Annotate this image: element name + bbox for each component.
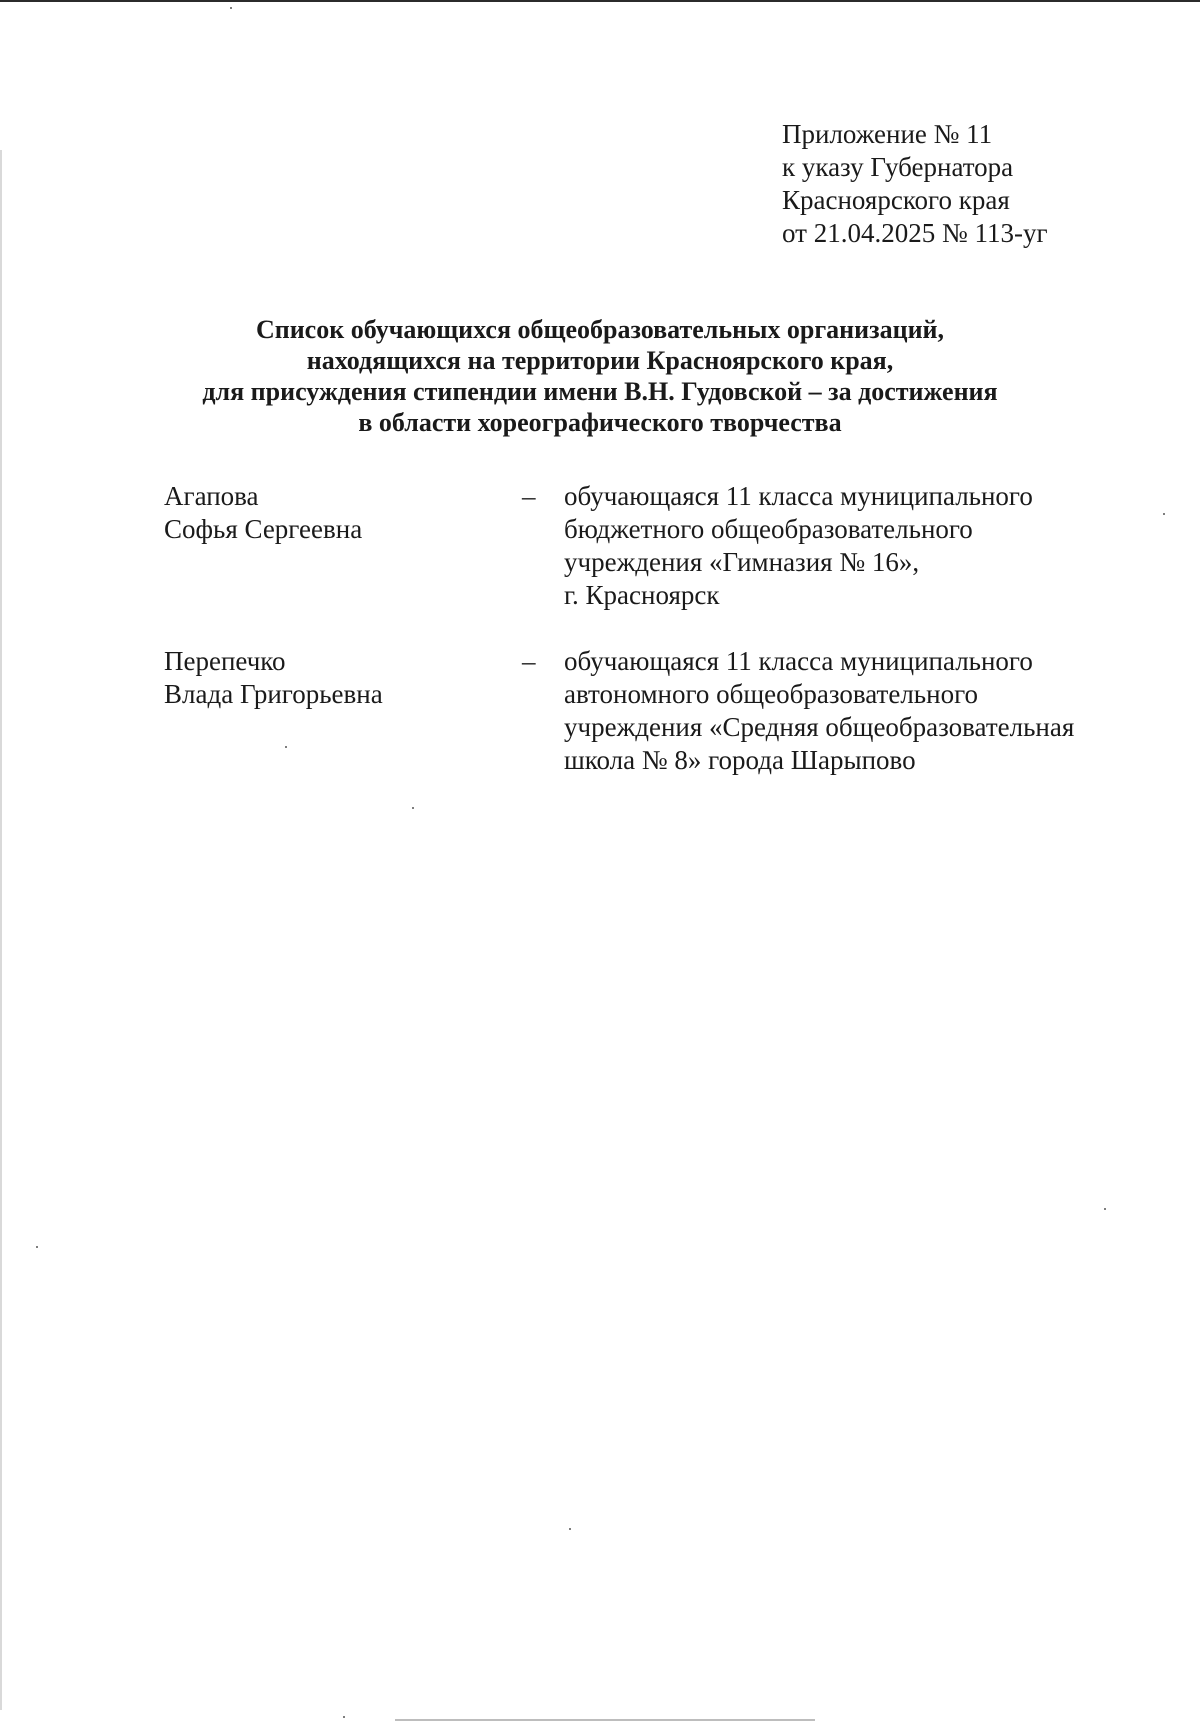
description-line: г. Красноярск xyxy=(564,580,720,610)
entry-dash: – xyxy=(522,481,536,511)
scan-speck xyxy=(1163,513,1165,515)
student-surname: Перепечко xyxy=(164,646,286,676)
scan-speck xyxy=(1104,1208,1106,1210)
annex-decree-ref: к указу Губернатора xyxy=(782,152,1014,182)
student-given-names: Влада Григорьевна xyxy=(164,679,383,709)
scan-speck xyxy=(285,746,287,748)
annex-date-number: от 21.04.2025 № 113-уг xyxy=(782,218,1048,248)
student-description xyxy=(564,480,1124,612)
scan-border-left xyxy=(0,150,2,1710)
annex-number: Приложение № 11 xyxy=(782,119,993,149)
description-line: обучающаяся 11 класса муниципального xyxy=(564,481,1033,511)
student-description xyxy=(564,645,1124,777)
description-line: обучающаяся 11 класса муниципального xyxy=(564,646,1033,676)
student-surname: Агапова xyxy=(164,481,259,511)
description-line: школа № 8» города Шарыпово xyxy=(564,745,916,775)
scan-speck xyxy=(412,807,414,809)
student-given-names: Софья Сергеевна xyxy=(164,514,363,544)
description-line: автономного общеобразовательного xyxy=(564,679,978,709)
title-line: находящихся на территории Красноярского края, xyxy=(306,346,894,375)
student-name xyxy=(164,480,504,546)
description-line: бюджетного общеобразовательного xyxy=(564,514,973,544)
student-name xyxy=(164,645,504,711)
entry-dash: – xyxy=(522,646,536,676)
annex-region: Красноярского края xyxy=(782,185,1010,215)
title-line: в области хореографического творчества xyxy=(358,408,842,437)
scan-speck xyxy=(569,1528,571,1530)
description-line: учреждения «Гимназия № 16», xyxy=(564,547,920,577)
scan-speck xyxy=(230,7,232,9)
title-line: для присуждения стипендии имени В.Н. Гудовской – за достижения xyxy=(202,377,998,406)
scan-border-top xyxy=(0,0,1200,2)
scan-speck xyxy=(343,1716,345,1718)
scan-border-bottom xyxy=(395,1719,815,1721)
document-title xyxy=(130,314,1070,438)
scan-speck xyxy=(36,1246,38,1248)
description-line: учреждения «Средняя общеобразовательная xyxy=(564,712,1075,742)
annex-reference-block xyxy=(782,118,1048,250)
title-line: Список обучающихся общеобразовательных организаций, xyxy=(255,315,945,344)
